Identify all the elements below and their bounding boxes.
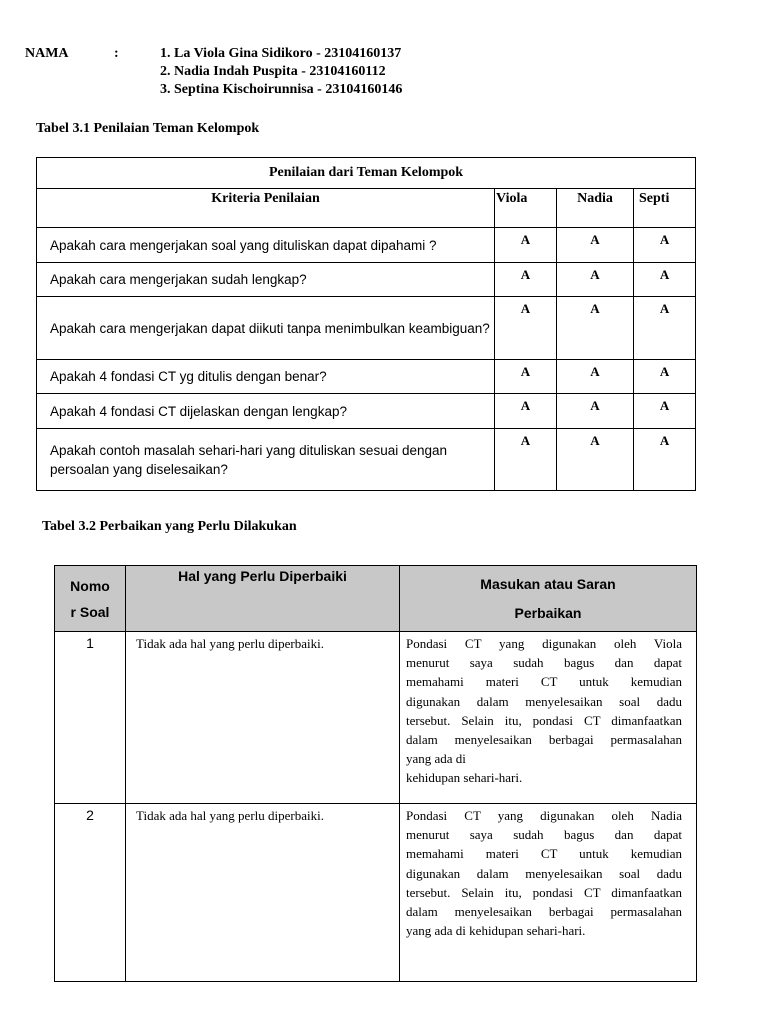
table2-caption: Tabel 3.2 Perbaikan yang Perlu Dilakukan	[42, 519, 297, 534]
grade-cell: A	[634, 360, 696, 394]
hal-cell: Tidak ada hal yang perlu diperbaiki.	[126, 632, 400, 804]
saran-line: memahami materi CT untuk kemudian	[406, 846, 682, 862]
saran-line: Pondasi CT yang digunakan oleh Viola	[406, 636, 682, 651]
saran-line: digunakan dalam menyelesaikan soal dadu	[406, 693, 682, 709]
header-masukan-line1: Masukan atau Saran	[480, 575, 616, 592]
row-number: 1	[55, 632, 126, 804]
table1-caption: Tabel 3.1 Penilaian Teman Kelompok	[36, 121, 260, 136]
table1-title: Penilaian dari Teman Kelompok	[37, 158, 696, 189]
header-nomor-soal	[55, 566, 126, 632]
hal-cell: Tidak ada hal yang perlu diperbaiki.	[126, 804, 400, 982]
table-row	[37, 297, 696, 360]
saran-line: digunakan dalam menyelesaikan soal dadu	[406, 865, 682, 881]
improvement-table	[54, 565, 697, 982]
table-row	[37, 429, 696, 491]
grade-cell: A	[495, 429, 557, 491]
grade-cell: A	[557, 263, 634, 297]
saran-line: menurut saya sudah bagus dan dapat	[406, 827, 682, 843]
grade-cell: A	[557, 429, 634, 491]
saran-line: tersebut. Selain itu, pondasi CT dimanfaatkan	[406, 884, 682, 900]
member-1: 1. La Viola Gina Sidikoro - 23104160137	[160, 46, 402, 61]
criteria-cell: Apakah 4 fondasi CT yg ditulis dengan benar?	[37, 360, 495, 394]
criteria-cell: Apakah cara mengerjakan sudah lengkap?	[37, 263, 495, 297]
table-row	[55, 804, 697, 982]
peer-assessment-table	[36, 157, 696, 491]
header-nomor-line2: r Soal	[70, 603, 110, 620]
grade-cell: A	[495, 228, 557, 263]
row-number: 2	[55, 804, 126, 982]
grade-cell: A	[495, 263, 557, 297]
header-masukan	[400, 566, 697, 632]
member-2: 2. Nadia Indah Puspita - 23104160112	[160, 64, 386, 79]
header-nomor-line1: Nomo	[70, 577, 110, 594]
nama-colon: :	[114, 46, 119, 61]
grade-cell: A	[634, 263, 696, 297]
header-hal: Hal yang Perlu Diperbaiki	[126, 566, 400, 632]
nama-label: NAMA	[25, 46, 69, 61]
grade-cell: A	[634, 297, 696, 360]
saran-line: menurut saya sudah bagus dan dapat	[406, 655, 682, 671]
saran-cell	[400, 632, 697, 804]
header-viola: Viola	[495, 189, 557, 228]
grade-cell: A	[557, 394, 634, 429]
saran-line: tersebut. Selain itu, pondasi CT dimanfaatkan	[406, 712, 682, 728]
grade-cell: A	[495, 360, 557, 394]
grade-cell: A	[557, 360, 634, 394]
saran-line: yang ada di	[406, 751, 466, 767]
saran-cell	[400, 804, 697, 982]
table-row	[37, 228, 696, 263]
table-row	[37, 394, 696, 429]
header-masukan-line2: Perbaikan	[514, 604, 582, 621]
grade-cell: A	[495, 297, 557, 360]
grade-cell: A	[495, 394, 557, 429]
member-3: 3. Septina Kischoirunnisa - 23104160146	[160, 82, 403, 97]
grade-cell: A	[634, 394, 696, 429]
grade-cell: A	[634, 228, 696, 263]
criteria-cell: Apakah cara mengerjakan soal yang dituliskan dapat dipahami ?	[37, 228, 495, 263]
grade-cell: A	[634, 429, 696, 491]
grade-cell: A	[557, 228, 634, 263]
header-septi: Septi	[634, 189, 696, 228]
table-row	[55, 632, 697, 804]
saran-line: dalam menyelesaikan berbagai permasalahan	[406, 732, 682, 748]
saran-line: memahami materi CT untuk kemudian	[406, 674, 682, 690]
grade-cell: A	[557, 297, 634, 360]
saran-line: Pondasi CT yang digunakan oleh Nadia	[406, 808, 682, 823]
header-nadia: Nadia	[557, 189, 634, 228]
table-row	[37, 360, 696, 394]
saran-line: kehidupan sehari-hari.	[406, 770, 523, 786]
header-kriteria: Kriteria Penilaian	[37, 189, 495, 228]
criteria-cell: Apakah contoh masalah sehari-hari yang dituliskan sesuai dengan persoalan yang diselesaikan?	[37, 429, 495, 491]
criteria-cell: Apakah 4 fondasi CT dijelaskan dengan lengkap?	[37, 394, 495, 429]
saran-line: dalam menyelesaikan berbagai permasalahan	[406, 904, 682, 920]
saran-line: yang ada di kehidupan sehari-hari.	[406, 923, 586, 939]
table-row	[37, 263, 696, 297]
criteria-cell: Apakah cara mengerjakan dapat diikuti tanpa menimbulkan keambiguan?	[37, 297, 495, 360]
